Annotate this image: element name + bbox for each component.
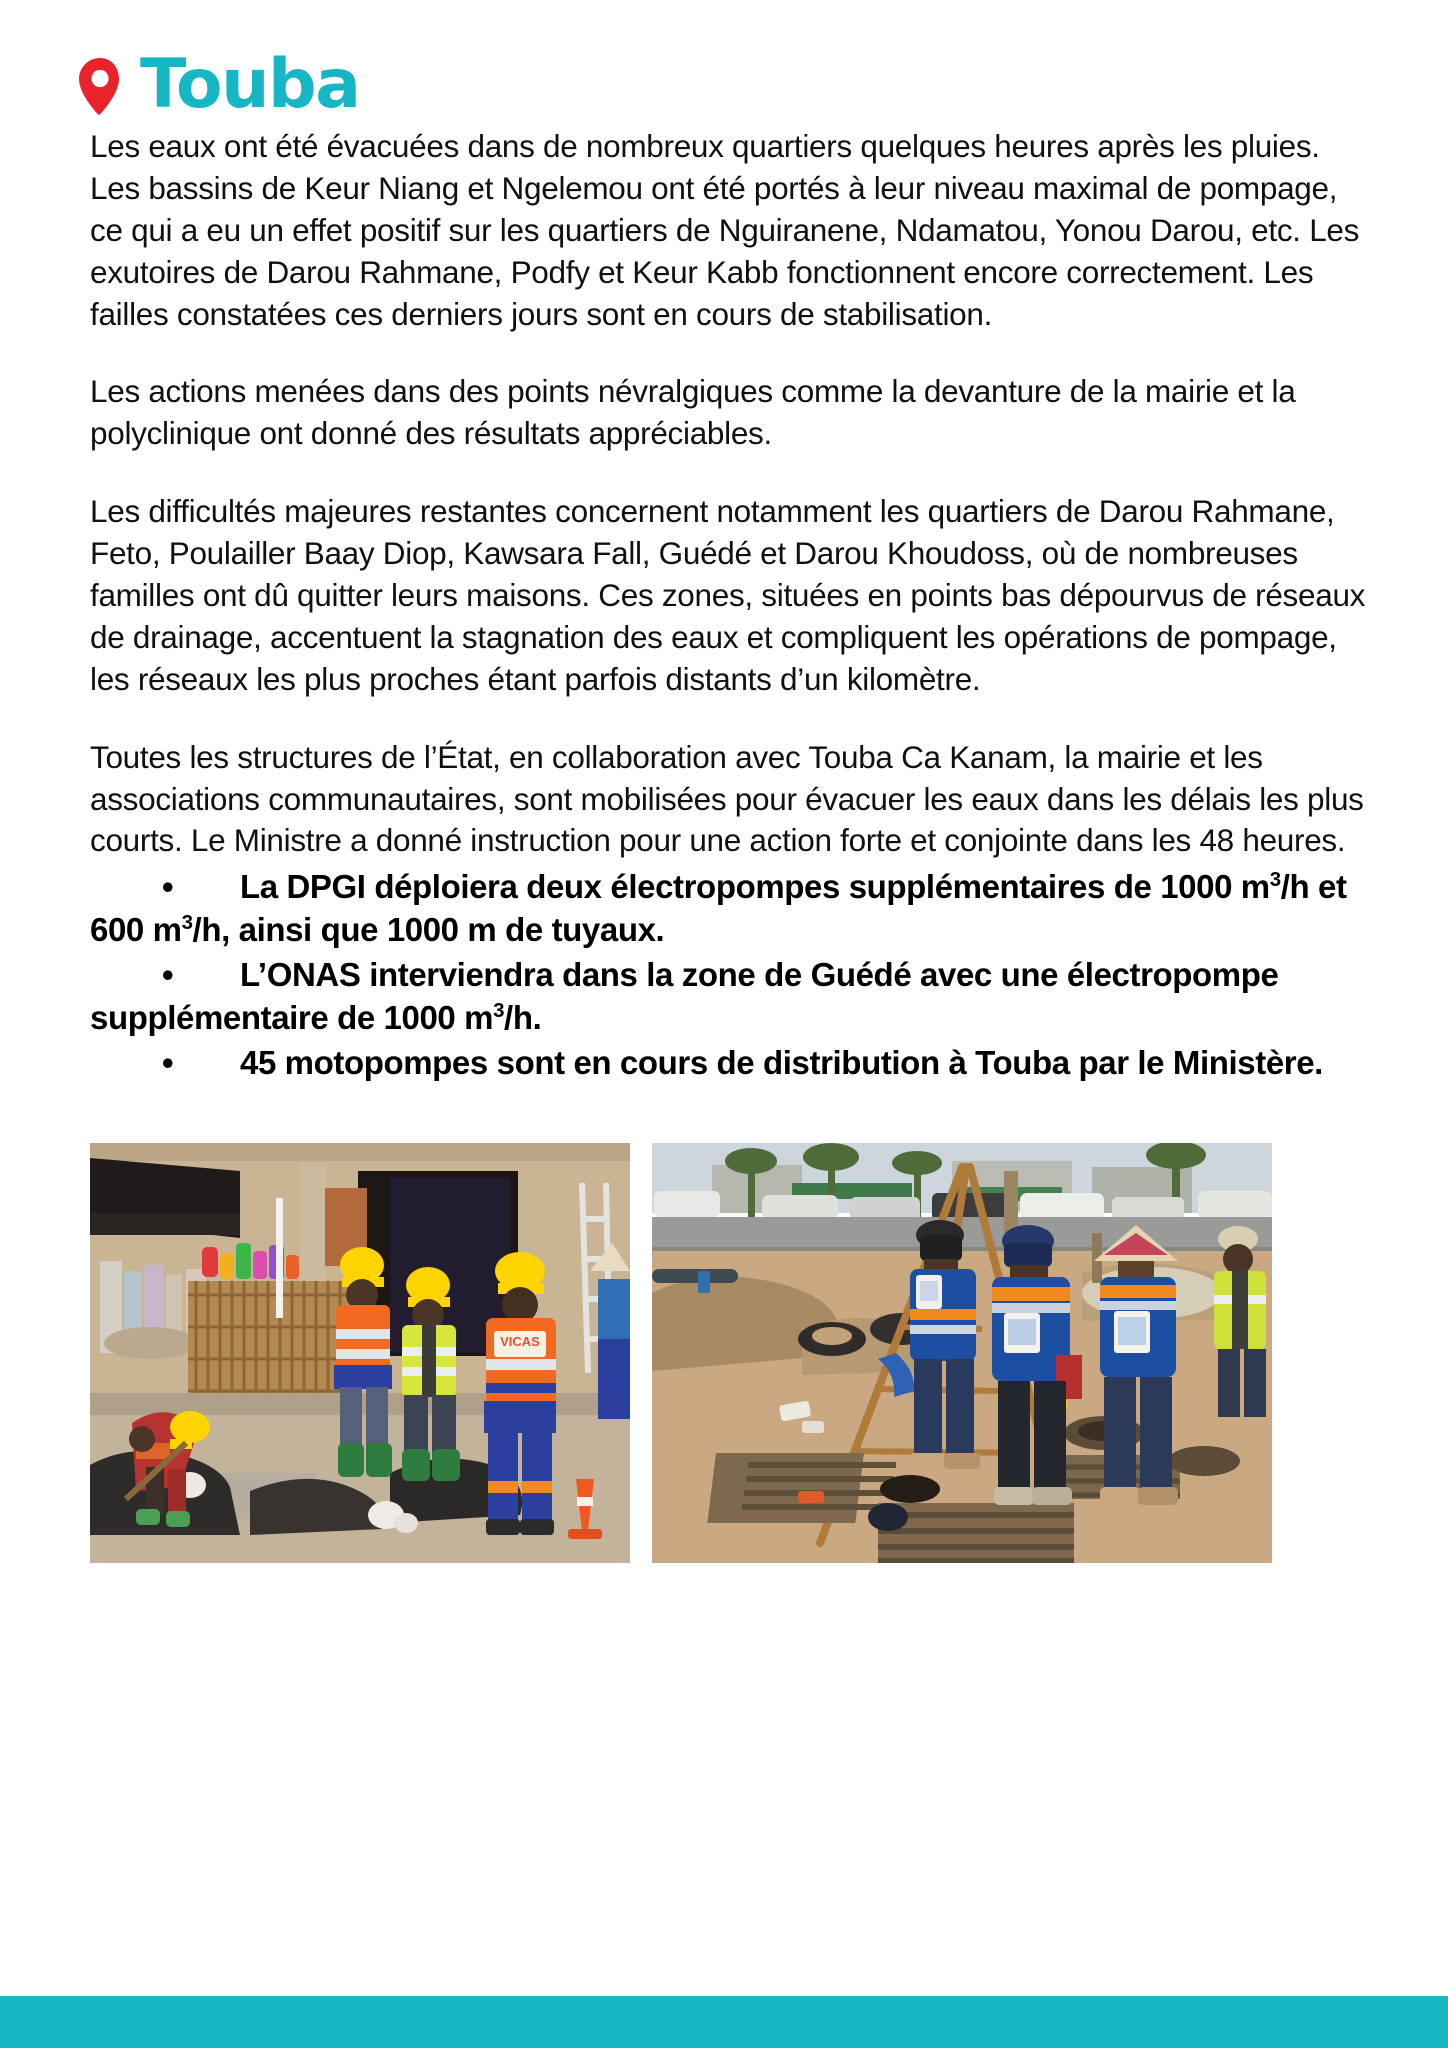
paragraph-2: Les actions menées dans des points névralgiques comme la devanture de la mairie et la polyclinique ont donné des résultats appréciables.	[90, 373, 1296, 452]
photo-row	[0, 1087, 1448, 1563]
bullet-text-pre: 45 motopompes sont en cours de distribution à Touba par le Ministère.	[240, 1043, 1323, 1081]
page-title: Touba	[140, 45, 360, 124]
bullet-text-mid: /h et 600 m	[90, 868, 1347, 949]
paragraph-4: Toutes les structures de l’État, en collaboration avec Touba Ca Kanam, la mairie et les associations communautaires, sont mobilisées pour évacuer les eaux dans les délais les plus courts. Le Ministre a donné instruction pour une action forte et conjointe dans les 48 heures.	[90, 738, 1364, 859]
page-header	[0, 0, 1448, 124]
bullet-superscript-1: 3	[493, 999, 505, 1023]
bullet-item-dpgi	[90, 866, 1370, 952]
bullet-text-mid: /h.	[504, 999, 542, 1037]
bullet-marker: •	[162, 868, 174, 906]
bullet-text-pre: L’ONAS interviendra dans la zone de Guédé avec une électropompe supplémentaire de 1000 m	[90, 956, 1279, 1037]
bullet-text-post: /h, ainsi que 1000 m de tuyaux.	[192, 911, 665, 949]
bullet-superscript-1: 3	[1269, 868, 1281, 892]
bullet-superscript-2: 3	[181, 911, 193, 935]
footer-accent-bar	[0, 1996, 1448, 2048]
photo-drainage-cleanup-market	[90, 1143, 630, 1563]
bullet-text-pre: La DPGI déploiera deux électropompes supplémentaires de 1000 m	[240, 868, 1270, 906]
bullet-marker: •	[162, 1043, 174, 1081]
bullet-item-onas	[90, 954, 1370, 1040]
photo-onas-manhole-worksite	[652, 1143, 1272, 1563]
bullet-item-motopompes	[90, 1042, 1370, 1085]
measures-bullet-list	[90, 866, 1370, 1084]
paragraph-3: Les difficultés majeures restantes concernent notamment les quartiers de Darou Rahmane, Feto, Poulailler Baay Diop, Kawsara Fall, Guédé et Darou Khoudoss, où de nombreuses familles ont dû quitter leurs maisons. Ces zones, situées en points bas dépourvus de réseaux de drainage, accentuent la stagnation des eaux et compliquent les opérations de pompage, les réseaux les plus proches étant parfois distants d’un kilomètre.	[90, 493, 1366, 697]
article-body	[0, 92, 1448, 1087]
paragraph-1: Les eaux ont été évacuées dans de nombreux quartiers quelques heures après les pluies. Les bassins de Keur Niang et Ngelemou ont été portés à leur niveau maximal de pompage, ce qui a eu un effet positif sur les quartiers de Nguiranene, Ndamatou, Yonou Darou, etc. Les exutoires de Darou Rahmane, Podfy et Keur Kabb fonctionnent encore correctement. Les failles constatées ces derniers jours sont en cours de stabilisation.	[90, 128, 1360, 332]
svg-text:VICAS: VICAS	[500, 1333, 540, 1349]
bullet-marker: •	[162, 956, 174, 994]
